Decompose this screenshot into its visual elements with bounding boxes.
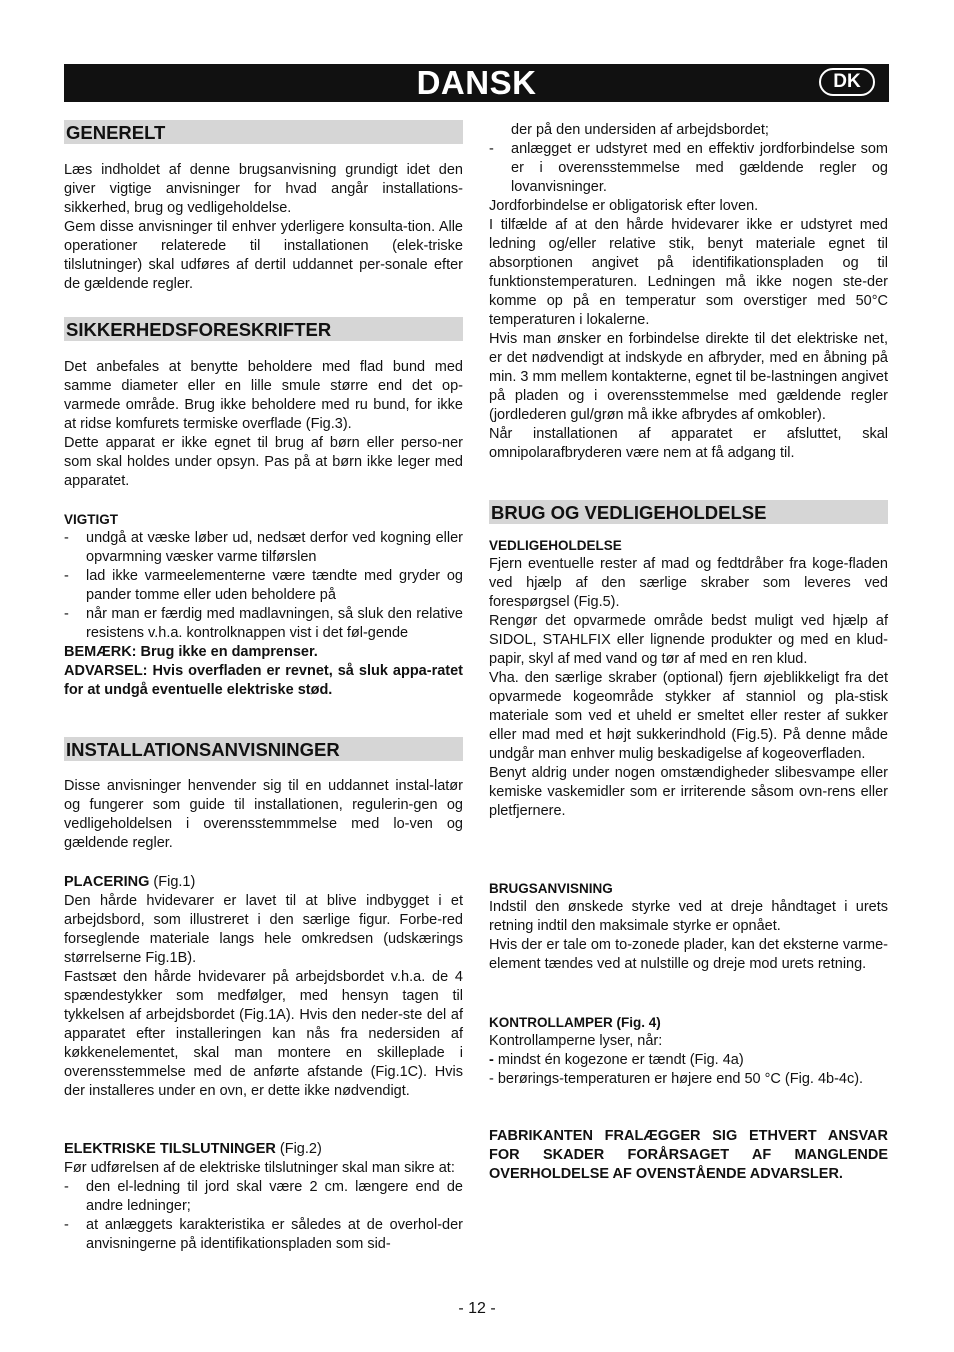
paragraph: - berørings-temperaturen er højere end 50 °C (Fig. 4b-4c). xyxy=(489,1071,864,1087)
paragraph: Gem disse anvisninger til enhver yderligere konsulta-tion. Alle operationer relaterede til installationen (elek-triske tilslutninger) skal udføres af dertil uddannet per-sonale efter de gældende regler. xyxy=(64,219,463,292)
paragraph: mindst én kogezone er tændt (Fig. 4a) xyxy=(497,1052,744,1068)
paragraph: Det anbefales at benytte beholdere med flad bund med samme diameter eller en lille smule større end det op-varmede område. Brug ikke beholdere med ru bund, for ikke at ridse komfurets termiske overflade (Fig.3). xyxy=(64,359,463,432)
paragraph: Fjern eventuelle rester af mad og fedtdråber fra koge-fladen ved hjælp af den særlige skraber som leveres ved forespørgsel (Fig.5). xyxy=(489,556,888,610)
subheading-vigtigt: VIGTIGT xyxy=(64,512,118,527)
paragraph: Fastsæt den hårde hvidevarer på arbejdsbordet v.h.a. de 4 spændestykker som medfølger, med hensyn tagen til tykkelsen af arbejdsbordet (Fig.1A). Hvis den neder-ste del af apparatet efter installeringen kan nås fra nedersiden af køkkenelementet, skal man montere en skilleplade i overensstemmelse med de anførte afstande (Fig.1C). Hvis der installeres under en ovn, er dette ikke nødvendigt. xyxy=(64,969,463,1099)
list-item: - at anlæggets karakteristika er således at de overhol-der anvisningerne på identifikationspladen som sid- xyxy=(64,1216,463,1254)
paragraph: Indstil den ønskede styrke ved at dreje håndtaget i urets retning indtil den maksimale styrke er opnået. xyxy=(489,899,888,934)
el-continued xyxy=(489,121,888,463)
vigtigt-block xyxy=(64,510,463,700)
language-badge: DK xyxy=(819,68,875,96)
subheading-placering: PLACERING xyxy=(64,874,150,890)
brugsanvisning-block xyxy=(489,879,888,974)
paragraph: I tilfælde af at den hårde hvidevarer ikke er udstyret med ledning og/eller relative stik, benyt materiale egnet til absorptionen angivet på identifikationspladen og til funktionstemperaturen. Ledningen må ikke nogen ste-der komme op på en temperatur som overstiger med 50°C temperaturen i lokalerne. xyxy=(489,217,888,328)
kontrollamper-block xyxy=(489,1013,888,1089)
list-item: - anlægget er udstyret med en effektiv jordforbindelse som er i overensstemmelse med gældende regler og lovanvisninger. xyxy=(489,140,888,197)
paragraph: Før udførelsen af de elektriske tilslutninger skal man sikre at: xyxy=(64,1160,455,1176)
subheading-vedligeholdelse: VEDLIGEHOLDELSE xyxy=(489,538,622,553)
list-item: - den el-ledning til jord skal være 2 cm. længere end de andre ledninger; xyxy=(64,1178,463,1216)
language-banner xyxy=(64,64,889,102)
paragraph: Benyt aldrig under nogen omstændigheder slibesvampe eller kemiske vaskemidler som er irriterende såsom ovn-rens eller pletfjernere. xyxy=(489,765,888,819)
paragraph: Vha. den særlige skraber (optional) fjern øjeblikkeligt fra det opvarmede kogeområde stykker af stanniol og pla-stisk materiale som ved et uheld er smeltet eller rester af sukker eller mad med et højt sukkerindhold (Fig.5). På denne måde undgår man enhver mulig beskadigelse af kogeoverfladen. xyxy=(489,670,888,762)
subheading-kontrollamper: KONTROLLAMPER (Fig. 4) xyxy=(489,1015,661,1030)
sikkerhed-body xyxy=(64,358,463,491)
el-list-continued xyxy=(489,140,888,197)
section-heading-brug: BRUG OG VEDLIGEHOLDELSE xyxy=(489,500,888,524)
installation-body xyxy=(64,777,463,853)
paragraph: Hvis man ønsker en forbindelse direkte til det elektriske net, er det nødvendigt at indskyde en afbryder, med en åbning på min. 3 mm mellem kontakterne, egnet til be-lastningen angivet på pladen og i overensstemmelse med gældende regler (jordlederen gul/grøn må ikke afbrydes af omkobler). xyxy=(489,331,888,423)
list-item: - lad ikke varmeelementerne være tændte med gryder og pander tomme eller uden beholdere på xyxy=(64,567,463,605)
section-heading-sikkerhed: SIKKERHEDSFORESKRIFTER xyxy=(64,317,463,341)
manufacturer-disclaimer: FABRIKANTEN FRALÆGGER SIG ETHVERT ANSVAR FOR SKADER FORÅRSAGET AF MANGLENDE OVERHOLDELSE AF OVENSTÅENDE ADVARSLER. xyxy=(489,1128,888,1182)
paragraph: Rengør det opvarmede område bedst muligt ved hjælp af SIDOL, STAHLFIX eller lignende produkter og med en klud-papir, skyl af med vand og tør af med en ren klud. xyxy=(489,613,888,667)
figure-reference: (Fig.2) xyxy=(275,1141,322,1157)
list-item: - undgå at væske løber ud, nedsæt derfor ved kogning eller opvarmning væsker varme tilførslen xyxy=(64,529,463,567)
list-item: - når man er færdig med madlavningen, så sluk den relative resistens v.h.a. kontrolknappen vist i det føl-gende xyxy=(64,605,463,643)
vedligeholdelse-block xyxy=(489,536,888,821)
paragraph: Disse anvisninger henvender sig til en uddannet instal-latør og fungerer som guide til installationen, regulerin-gen og vedligeholdelsen i overensstemmmelse med lo-ven og gældende regler. xyxy=(64,778,463,851)
subheading-elektriske: ELEKTRISKE TILSLUTNINGER xyxy=(64,1141,276,1157)
paragraph: Læs indholdet af denne brugsanvisning grundigt idet den giver vigtige anvisninger for hvad angår installations-sikkerhed, brug og vedligeholdelse. xyxy=(64,162,463,216)
paragraph: Jordforbindelse er obligatorisk efter loven. xyxy=(489,198,759,214)
el-block xyxy=(64,1140,463,1254)
el-list xyxy=(64,1178,463,1254)
paragraph: Når installationen af apparatet er afsluttet, skal omnipolarafbryderen være nem at få adgang til. xyxy=(489,426,888,461)
placering-block xyxy=(64,873,463,1101)
figure-reference: (Fig.1) xyxy=(149,874,196,890)
page-number: - 12 - xyxy=(458,1300,496,1317)
section-heading-generelt: GENERELT xyxy=(64,120,463,144)
paragraph: Hvis der er tale om to-zonede plader, kan det eksterne varme-element tændes ved at nulstille og dreje mod urets retning. xyxy=(489,937,888,972)
dash-marker: - xyxy=(489,1052,498,1068)
subheading-brugsanvisning: BRUGSANVISNING xyxy=(489,881,613,896)
paragraph: Dette apparat er ikke egnet til brug af børn eller perso-ner som skal holdes under opsyn. Pas på at børn ikke leger med apparatet. xyxy=(64,435,463,489)
section-heading-installation: INSTALLATIONSANVISNINGER xyxy=(64,737,463,761)
list-continuation: der på den undersiden af arbejdsbordet; xyxy=(511,122,769,138)
paragraph: Den hårde hvidevarer er lavet til at blive indbygget i et arbejdsbord, som illustreret i den særlige figur. Forbe-red forseglende materiale langs hele omkredsen (udskærings størrelserne Fig.1B). xyxy=(64,893,463,966)
banner-title: DANSK xyxy=(416,64,537,101)
vigtigt-list xyxy=(64,529,463,643)
warning-advarsel: ADVARSEL: Hvis overfladen er revnet, så sluk appa-ratet for at undgå eventuelle elektriske stød. xyxy=(64,663,463,698)
disclaimer-block xyxy=(489,1127,888,1184)
note-bemaerk: BEMÆRK: Brug ikke en damprenser. xyxy=(64,644,318,660)
generelt-body xyxy=(64,161,463,294)
paragraph: Kontrollamperne lyser, når: xyxy=(489,1033,663,1049)
